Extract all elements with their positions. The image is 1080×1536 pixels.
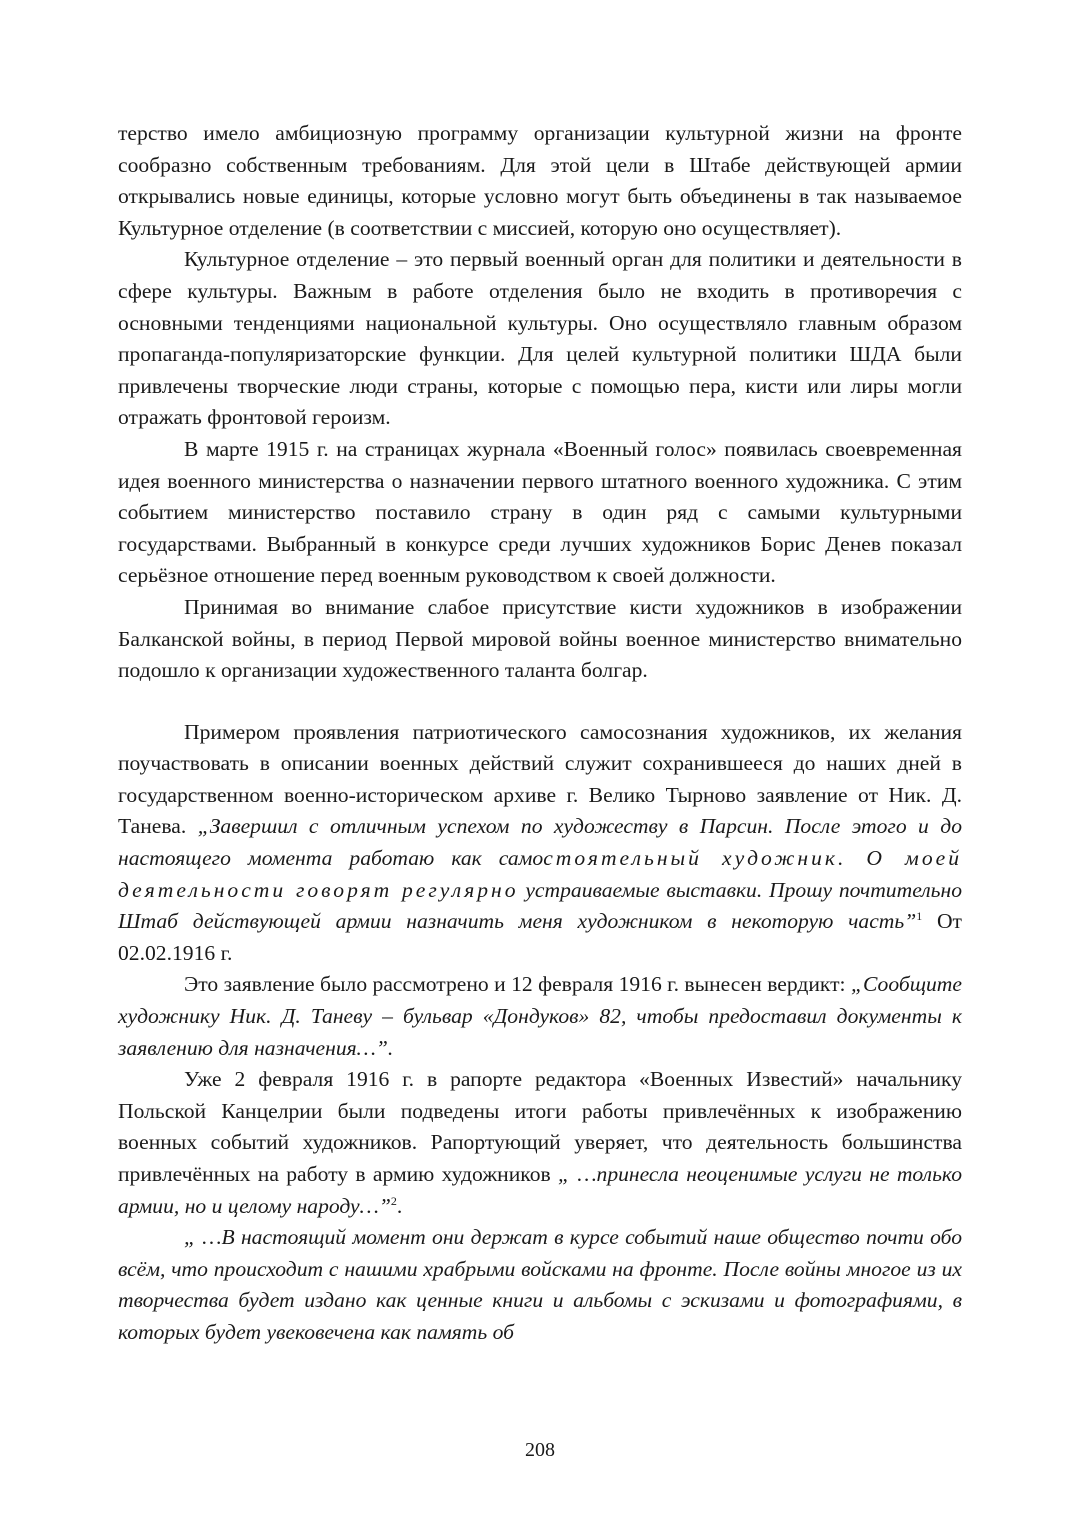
paragraph-6 [118, 969, 962, 1064]
paragraph-7-end: . [396, 1193, 403, 1218]
paragraph-7-text: Уже 2 февраля 1916 г. в рапорте редактора «Военных Известий» начальнику Польской Канцелрии были подведены итоги работы привлечённых к изображению военных событий художников. Рапортующий уверяет, что деятельность большинства привлечённых на работу в армию художников [118, 1067, 962, 1186]
page-body [118, 118, 962, 1349]
paragraph-8: „ …В настоящий момент они держат в курсе событий наше общество почти обо всём, что происходит с нашими храбрыми войсками на фронте. После войны многое из их творчества будет издано как ценные книги и альбомы с эскизами и фотографиями, в которых будет увековечена как память об [118, 1225, 962, 1344]
paragraph-5 [118, 717, 962, 970]
paragraph-4: Принимая во внимание слабое присутствие кисти художников в изображении Балканской войны, в период Первой мировой войны военное министерство внимательно подошло к организации художественного таланта болгар. [118, 594, 962, 683]
paragraph-3: В марте 1915 г. на страницах журнала «Военный голос» появилась своевременная идея военного министерства о назначении первого штатного военного художника. С этим событием министерство поставило страну в один ряд с самыми культурными государствами. Выбранный в конкурсе среди лучших художников Борис Денев показал серьёзное отношение перед военным руководством к своей должности. [118, 436, 962, 588]
page-number: 208 [525, 1439, 555, 1461]
paragraph-5-quote-a: „Завершил с отличным успехом по художеству в Парсин. После этого и до настоящего момента работаю как само [118, 814, 963, 871]
paragraph-1: терство имело амбициозную программу организации культурной жизни на фронте сообразно собственным требованиям. Для этой цели в Штабе действующей армии открывались новые единицы, которые условно могут быть объединены в так называемое Культурное отделение (в соответствии с миссией, которую оно осуществляет). [118, 121, 962, 240]
paragraph-7-quote: „ …принесла неоценимые услуги не только армии, но и целому народу…” [118, 1162, 963, 1218]
paragraph-5-quote-c: устраиваемые выставки. Прошу почтительно Штаб действующей армии назначить меня художником в некоторую часть” [118, 877, 962, 934]
paragraph-5-quote-b: стоятельный художник. О моей деятельности говорят регулярно [118, 846, 962, 902]
paragraph-7 [118, 1064, 962, 1222]
paragraph-6-quote: „Сообщите художнику Ник. Д. Таневу – бульвар «Дондуков» 82, чтобы предоставил документы к заявлению для назначения…”. [118, 972, 962, 1060]
paragraph-5-date: От 02.02.1916 г. [118, 909, 962, 965]
paragraph-2: Культурное отделение – это первый военный орган для политики и деятельности в сфере культуры. Важным в работе отделения было не входить в противоречия с основными тенденциями национальной культуры. Оно осуществляло главным образом пропаганда-популяризаторские функции. Для целей культурной политики ШДА были привлечены творческие люди страны, которые с помощью пера, кисти или лиры могли отражать фронтовой героизм. [118, 247, 962, 430]
paragraph-6-text: Это заявление было рассмотрено и 12 февраля 1916 г. вынесен вердикт: [184, 972, 851, 997]
paragraph-5-text: Примером проявления патриотического самосознания художников, их желания поучаствовать в описании военных действий служит сохранившееся до наших дней в государственном военно-историческом архиве г. Велико Тырново заявление от Ник. Д. Танева. [118, 719, 962, 839]
footnote-marker-2[interactable]: 2 [390, 1193, 397, 1208]
footnote-marker-1[interactable]: 1 [916, 909, 923, 924]
paragraph-gap [118, 687, 962, 717]
